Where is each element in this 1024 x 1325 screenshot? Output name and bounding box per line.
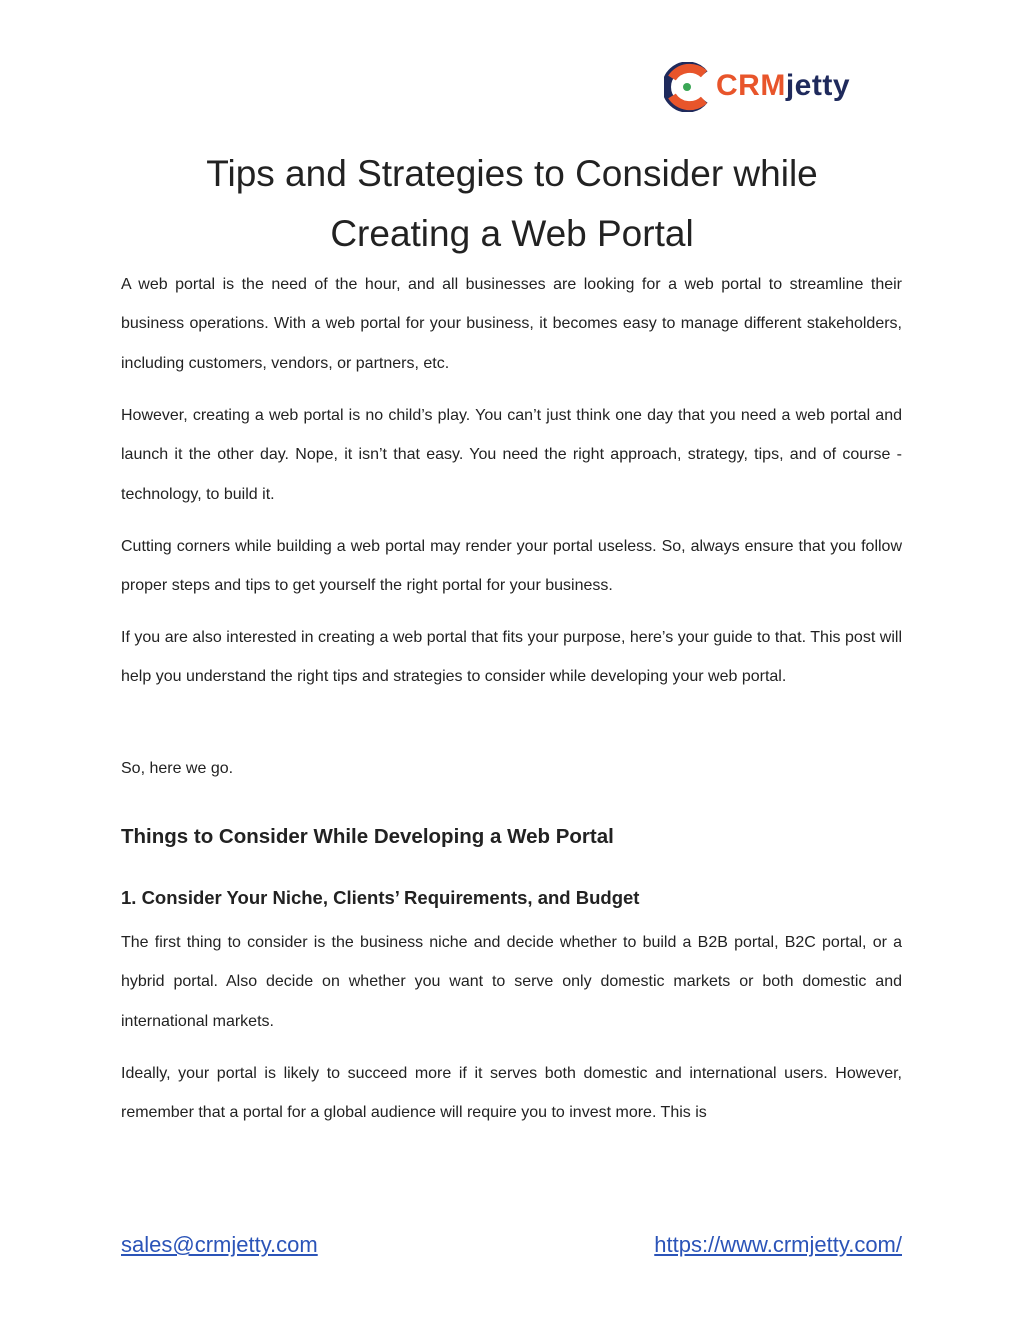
section-heading: Things to Consider While Developing a Web Portal (121, 825, 614, 848)
footer-website-link[interactable]: https://www.crmjetty.com/ (654, 1232, 902, 1257)
footer-email-link[interactable]: sales@crmjetty.com (121, 1232, 318, 1257)
crmjetty-logo (664, 62, 874, 114)
intro-paragraph-3: Cutting corners while building a web portal may render your portal useless. So, always ensure that you follow proper steps and tips to get yourself the right portal for your business. (121, 538, 902, 595)
subsection-paragraph-1: The first thing to consider is the business niche and decide whether to build a B2B portal, B2C portal, or a hybrid portal. Also decide on whether you want to serve only domestic markets or both domestic and international markets. (121, 934, 902, 1030)
title-line-1: Tips and Strategies to Consider while (206, 153, 818, 194)
intro-paragraph-1: A web portal is the need of the hour, and all businesses are looking for a web portal to streamline their business operations. With a web portal for your business, it becomes easy to manage different stakeholders, including customers, vendors, or partners, etc. (121, 276, 902, 372)
intro-paragraph-4: If you are also interested in creating a web portal that fits your purpose, here’s your guide to that. This post will help you understand the right tips and strategies to consider while developing your web portal. (121, 629, 902, 686)
intro-paragraph-2: However, creating a web portal is no child’s play. You can’t just think one day that you need a web portal and launch it the other day. Nope, it isn’t that easy. You need the right approach, strategy, tips, and of course - technology, to build it. (121, 407, 902, 503)
title-line-2: Creating a Web Portal (330, 213, 694, 254)
logo-text-jetty: jetty (785, 69, 851, 102)
subsection-paragraph-2: Ideally, your portal is likely to succeed more if it serves both domestic and international users. However, remember that a portal for a global audience will require you to invest more. This is (121, 1065, 902, 1122)
logo-wordmark (716, 66, 850, 106)
logo-text-crm: CRM (716, 69, 786, 102)
subsection-heading: 1. Consider Your Niche, Clients’ Requirements, and Budget (121, 887, 640, 908)
intro-paragraph-5: So, here we go. (121, 760, 234, 777)
crmjetty-logo-mark-icon (664, 62, 710, 112)
